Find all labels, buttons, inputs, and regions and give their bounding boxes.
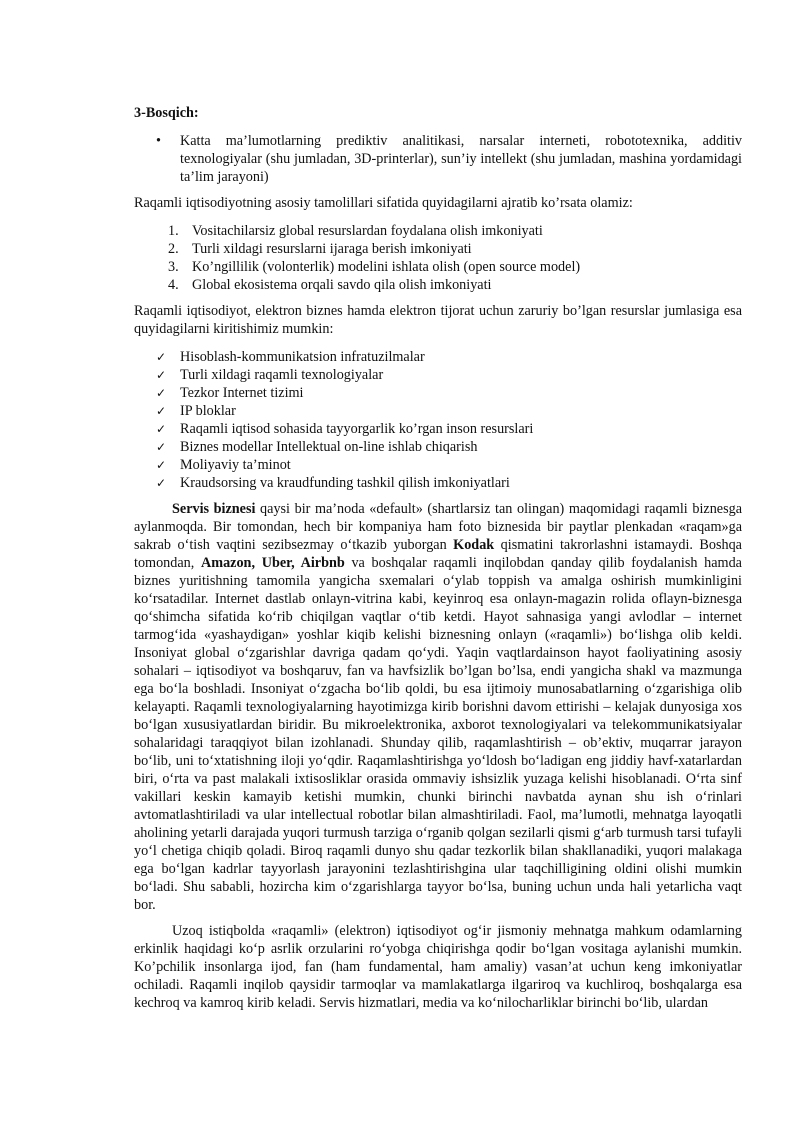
list-number: 1. bbox=[168, 223, 179, 239]
list-item bbox=[134, 402, 742, 420]
bold-term: Kodak bbox=[453, 537, 495, 553]
checkmark-icon: ✓ bbox=[156, 386, 167, 400]
list-item bbox=[134, 384, 742, 402]
checkmark-icon: ✓ bbox=[156, 476, 167, 490]
bullet-list bbox=[134, 132, 742, 186]
list-number: 2. bbox=[168, 241, 179, 257]
list-text: Biznes modellar Intellektual on-line ishlab chiqarish bbox=[180, 439, 478, 455]
checkmark-icon: ✓ bbox=[156, 440, 167, 454]
paragraph-text: qismatini takrorlashni istamaydi. Boshqa tomondan, bbox=[134, 537, 742, 571]
list-item bbox=[134, 276, 742, 294]
section-heading: 3-Bosqich: bbox=[134, 105, 199, 121]
list-number: 3. bbox=[168, 259, 179, 275]
bullet-text: Katta ma’lumotlarning prediktiv analitikasi, narsalar interneti, robototexnika, additiv texnologiyalar (shu jumladan, 3D-printerlar), sun’iy intellekt (shu jumladan, mashina yordamidagi ta’lim jarayoni) bbox=[180, 133, 742, 185]
list-item bbox=[134, 474, 742, 492]
document-page bbox=[134, 104, 742, 1012]
list-text: Turli xildagi resurslarni ijaraga berish imkoniyati bbox=[192, 241, 472, 257]
list-item bbox=[134, 222, 742, 240]
list-item bbox=[134, 258, 742, 276]
list-text: IP bloklar bbox=[180, 403, 236, 419]
paragraph-text: qaysi bir ma’noda «default» (shartlarsiz tan olingan) maqomidagi raqamli biznesga aylanmoqda. Bir tomondan, hech bir kompaniya ham foto biznesida bir paytlar plenkadan «raqam»ga sakrab o‘tish vaqtini sezibsezmay o‘tkazib yuborgan bbox=[134, 501, 742, 553]
list-number: 4. bbox=[168, 277, 179, 293]
body-paragraph-uzoq: Uzoq istiqbolda «raqamli» (elektron) iqtisodiyot og‘ir jismoniy mehnatga mahkum odamlarning erkinlik haqidagi ko‘p asrlik orzularini ro‘yobga chiqirishga qodir bo‘lgan vositaga aylanishi mumkin. Ko’pchilik insonlarga ijod, fan (ham fundamental, ham amaliy) vasan’at uchun keng imkoniyatlar ochiladi. Raqamli inqilob qaysidir tarmoqlar va mamlakatlarga ilgariroq va kuchliroq, boshqalarga esa kechroq va kamroq kirib keladi. Servis hizmatlari, media va ko‘nilocharliklar birinchi bo‘lib, ulardan bbox=[134, 923, 742, 1011]
list-text: Vositachilarsiz global resurslardan foydalana olish imkoniyati bbox=[192, 223, 543, 239]
paragraph-text: va boshqalar raqamli inqilobdan qanday qilib foydalanish hamda biznes yuritishning tamomila yangicha sxemalari o‘ylab toppish va amalga oshirish mumkinligini ko‘rsatadilar. Internet dastlab onlayn-vitrina kabi, keyinroq esa onlayn-magazin rolida oflayn-biznesga qo‘shimcha sifatida ko‘rib chiqilgan vaqtlar o‘tib ketdi. Hayot sahnasiga yangi avlodlar – internet tarmog‘ida «yashaydigan» yoshlar kiqib kelishi biznesning onlayn («raqamli») bo‘lishga olib keldi. Insoniyat global o‘zgarishlar davriga qadam qo‘ydi. Yaqin vaqtlardainson hayot faoliyatining asosiy sohalari – iqtisodiyot va boshqaruv, fan va havfsizlik bo’lgan bo’lsa, endi yangicha shakl va mazmunga ega bo‘la boshladi. Insoniyat o‘zgacha bo‘lib qoldi, bu esa ijtimoiy munosabatlarning o‘zgarishiga olib kelayapti. Raqamli texnologiyalarning hayotimizga kirib borishni davom ettirishi – kelajak dunyosiga xos bo‘lgan xususiyatlardan biridir. Bu mikroelektronika, axborot texnologiyalari va telekommunikatsiyalar sohalaridagi taraqqiyot bilan izohlanadi. Shunday qilib, raqamlashtirish – ob’ektiv, muqarrar jarayon bo‘lib, uni to‘xtatishning iloji yo‘qdir. Raqamlashtirishga yo‘ldosh bo‘ladigan eng jiddiy havf-xatarlardan biri, o‘rta va past malakali ixtisosliklar orasida ommaviy ishsizlik yuzaga kelishi hisoblanadi. O‘rta sinf vakillari keskin kamayib ketishi mumkin, chunki birinchi navbatda aynan shu ish o‘rinlari avtomatlashtiriladi va ular intellectual robotlar bilan almashtiriladi. Faol, ma’lumotli, mehnatga layoqatli aholining yetarli darajada yuqori turmush tarziga o‘rganib qolgan sezilarli qismi g‘arb turmush tarsi tufayli yo‘l chetiga chiqib qoladi. Biroq raqamli dunyo shu qadar tezkorlik bilan shakllanadiki, yuqori malakaga ega bo‘lgan kadrlar tayyorlash jarayonini tezlashtirishgina ular taqchilligining oldini olishi mumkin bo‘ladi. Shu sababli, hozircha kim o‘zgarishlarga tayyor bo‘lsa, buning uchun unda hali yetarlicha vaqt bor. bbox=[134, 555, 742, 913]
list-item bbox=[134, 240, 742, 258]
list-text: Raqamli iqtisod sohasida tayyorgarlik ko’rgan inson resurslari bbox=[180, 421, 534, 437]
checklist bbox=[134, 348, 742, 492]
bullet-icon: • bbox=[156, 133, 161, 149]
numbered-list bbox=[134, 222, 742, 294]
checkmark-icon: ✓ bbox=[156, 404, 167, 418]
checkmark-icon: ✓ bbox=[156, 368, 167, 382]
list-text: Turli xildagi raqamli texnologiyalar bbox=[180, 367, 384, 383]
list-item bbox=[134, 132, 742, 186]
intro-paragraph-1: Raqamli iqtisodiyotning asosiy tamolillari sifatida quyidagilarni ajratib ko’rsata olamiz: bbox=[134, 195, 633, 211]
list-item bbox=[134, 456, 742, 474]
bold-term: Servis biznesi bbox=[172, 501, 256, 517]
checkmark-icon: ✓ bbox=[156, 350, 167, 364]
list-text: Ko’ngillilik (volonterlik) modelini ishlata olish (open source model) bbox=[192, 259, 581, 275]
checkmark-icon: ✓ bbox=[156, 458, 167, 472]
intro-paragraph-2: Raqamli iqtisodiyot, elektron biznes hamda elektron tijorat uchun zaruriy bo’lgan resurslar jumlasiga esa quyidagilarni kiritishimiz mumkin: bbox=[134, 303, 742, 337]
body-paragraph-servis bbox=[134, 500, 742, 914]
checkmark-icon: ✓ bbox=[156, 422, 167, 436]
list-text: Tezkor Internet tizimi bbox=[180, 385, 304, 401]
list-text: Moliyaviy ta’minot bbox=[180, 457, 291, 473]
list-item bbox=[134, 420, 742, 438]
list-item bbox=[134, 348, 742, 366]
bold-term: Amazon, Uber, Airbnb bbox=[201, 555, 345, 571]
list-text: Hisoblash-kommunikatsion infratuzilmalar bbox=[180, 349, 425, 365]
list-item bbox=[134, 366, 742, 384]
list-text: Kraudsorsing va kraudfunding tashkil qilish imkoniyatlari bbox=[180, 475, 510, 491]
list-text: Global ekosistema orqali savdo qila olish imkoniyati bbox=[192, 277, 492, 293]
list-item bbox=[134, 438, 742, 456]
